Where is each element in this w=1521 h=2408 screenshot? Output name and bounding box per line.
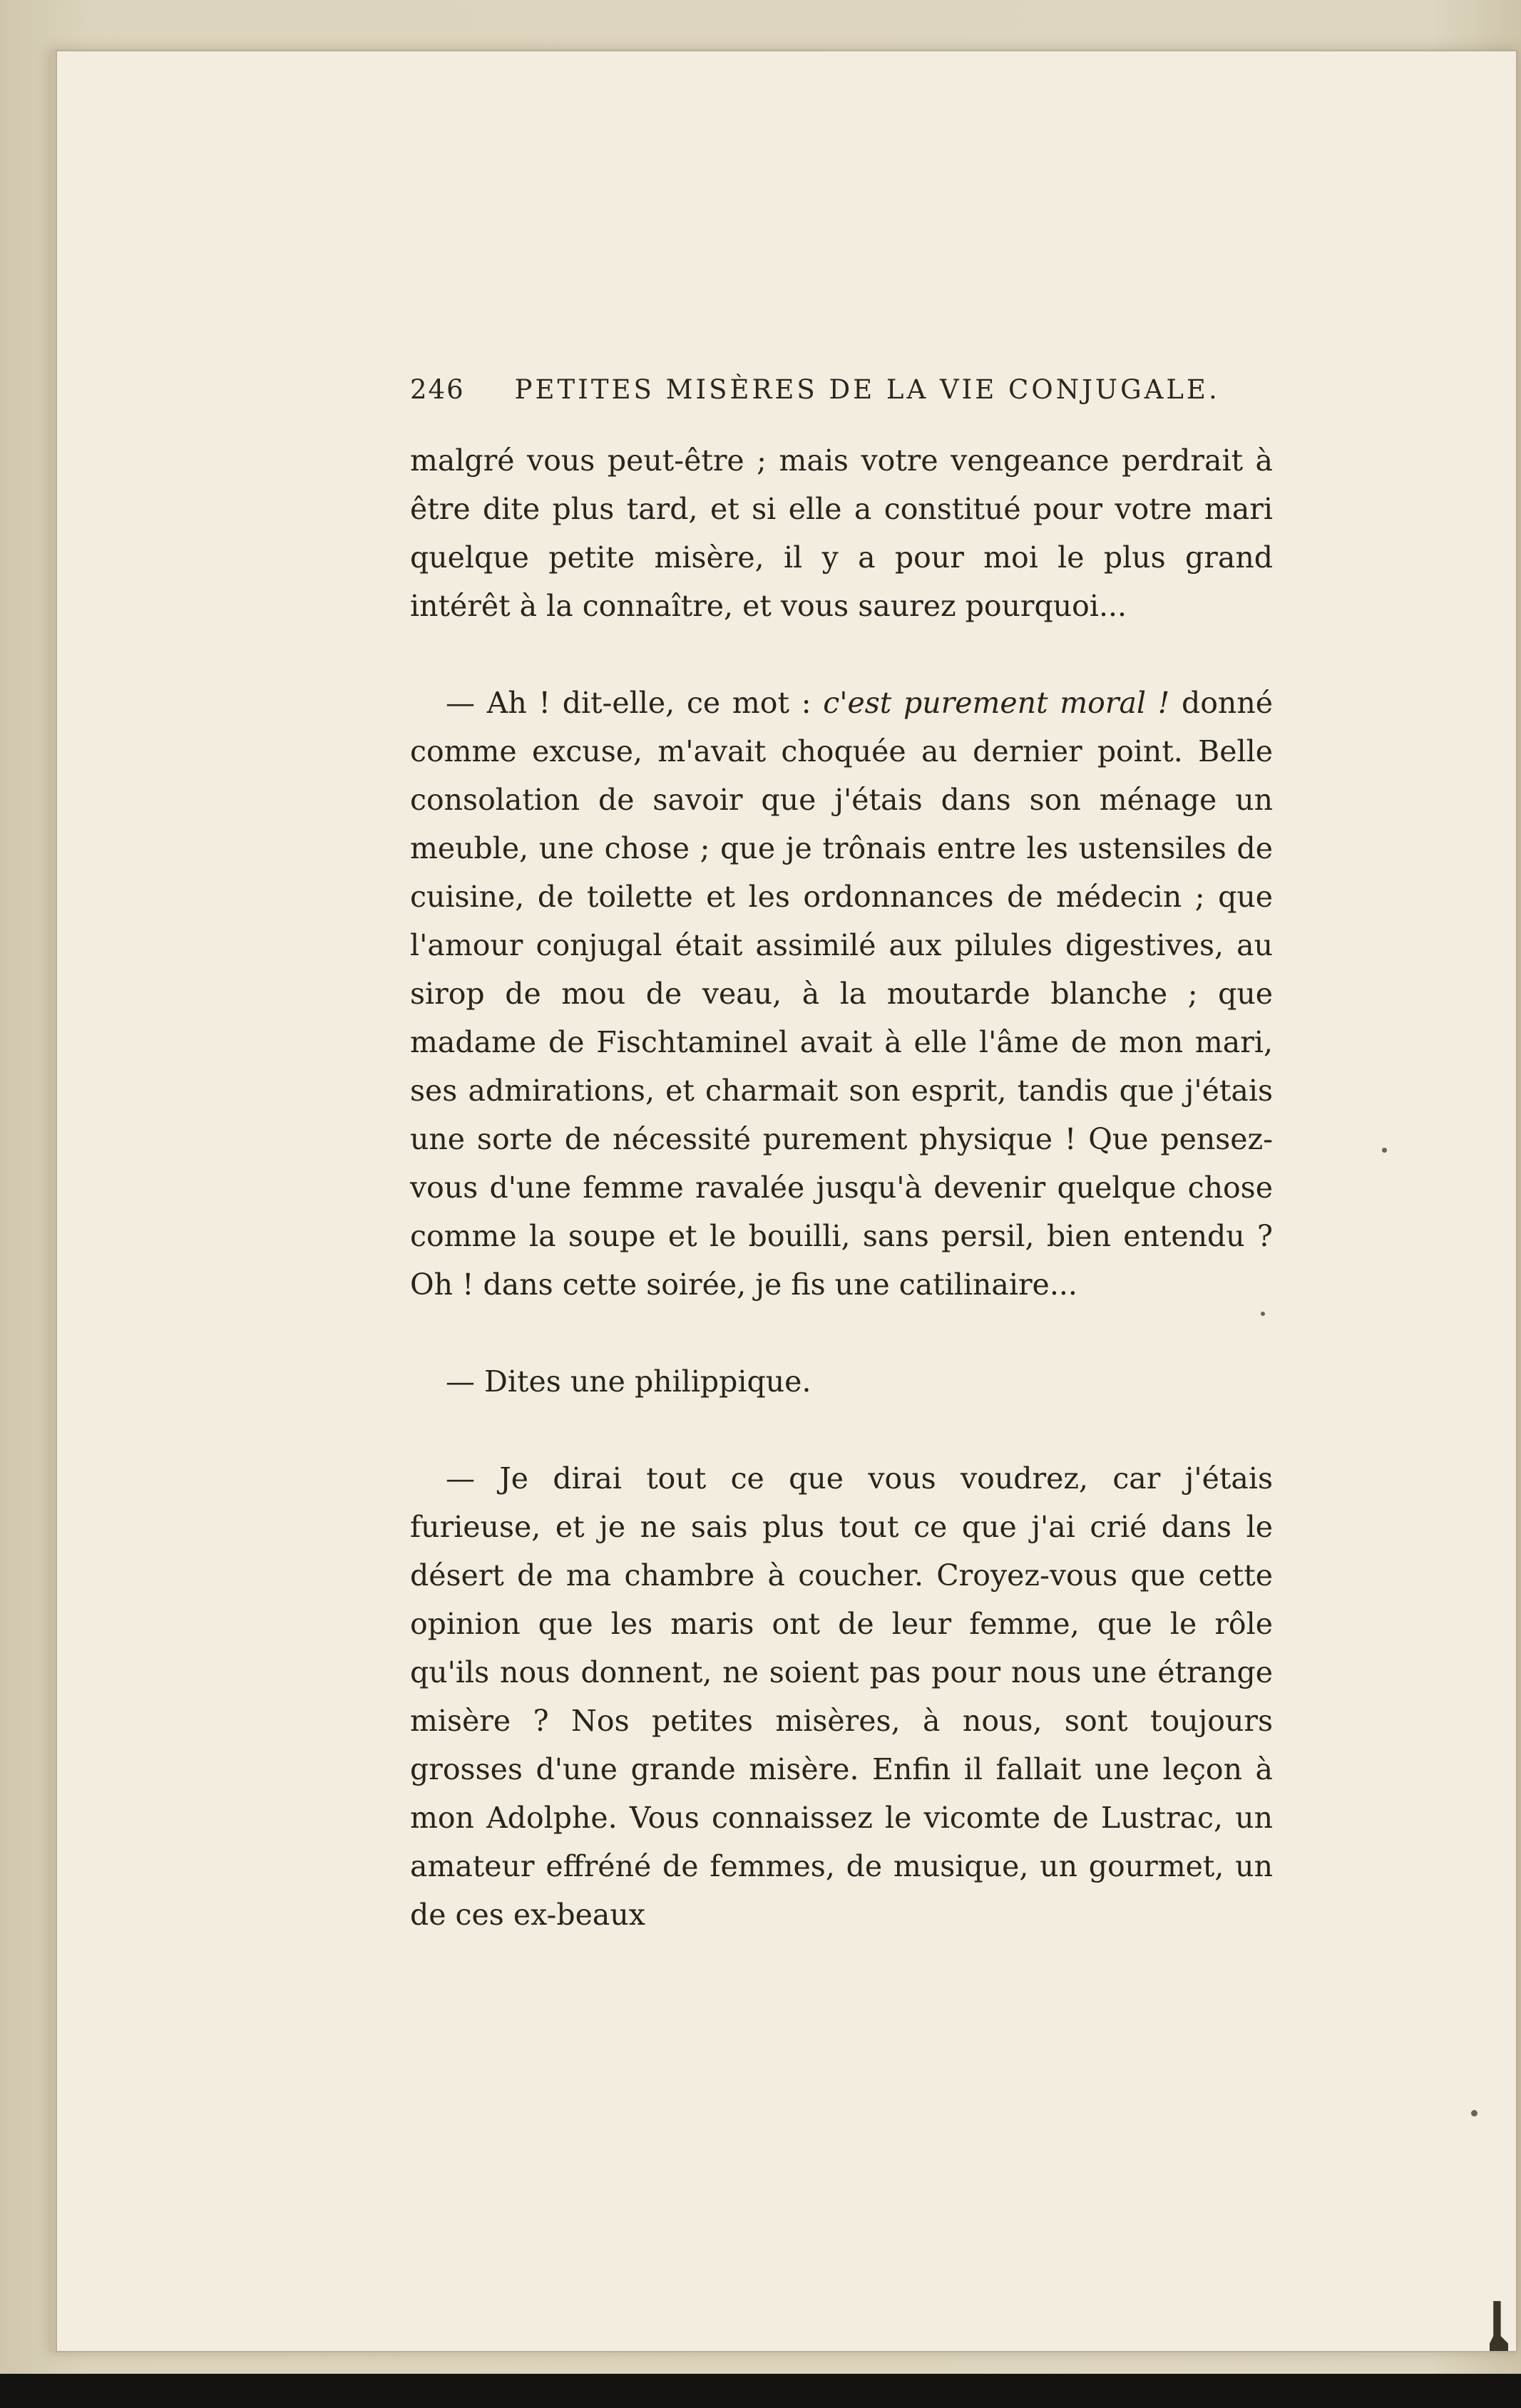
page-number: 246 [410,374,465,405]
paragraph: — Dites une philippique. [446,1364,811,1399]
emphasized-quote: c'est purement moral ! [823,686,1170,720]
running-header [410,374,1287,405]
paper-speck [1382,1148,1387,1153]
paragraph: malgré vous peut-être ; mais votre vengeance perdrait à être dite plus tard, et si elle a constitué pour votre mari quelque petite misère, il y a pour moi le plus grand intérêt à la connaître, et vous saurez pourquoi... [410,443,1273,623]
dialogue-rest: donné comme excuse, m'avait choquée au dernier point. Belle consolation de savoir que j'étais dans son ménage un meuble, une chose ; que je trônais entre les ustensiles de cuisine, de toilette et les ordonnances de médecin ; que l'amour conjugal était assimilé aux pilules digestives, au sirop de mou de veau, à la moutarde blanche ; que madame de Fischtaminel avait à elle l'âme de mon mari, ses admirations, et charmait son esprit, tandis que j'étais une sorte de nécessité purement physique ! Que pensez-vous d'une femme ravalée jusqu'à devenir quelque chose comme la soupe et le bouilli, sans persil, bien entendu ? Oh ! dans cette soirée, je fis une catilinaire... [410,686,1273,1302]
dialogue-lead: — Ah ! dit-elle, ce mot : [446,686,824,720]
running-title: PETITES MISÈRES DE LA VIE CONJUGALE. [514,374,1220,405]
body-text [410,436,1273,1987]
paragraph: — Je dirai tout ce que vous voudrez, car j'étais furieuse, et je ne sais plus tout ce que j'ai crié dans le désert de ma chambre à coucher. Croyez-vous que cette opinion que les maris ont de leur femme, que le rôle qu'ils nous donnent, ne soient pas pour nous une étrange misère ? Nos petites misères, à nous, sont toujours grosses d'une grande misère. Enfin il fallait une leçon à mon Adolphe. Vous connaissez le vicomte de Lustrac, un amateur effréné de femmes, de musique, un gourmet, un de ces ex-beaux [410,1461,1273,1932]
paper-speck [1471,2110,1478,2116]
paragraph [410,679,1273,1309]
scanner-bottom-band [0,2374,1521,2408]
